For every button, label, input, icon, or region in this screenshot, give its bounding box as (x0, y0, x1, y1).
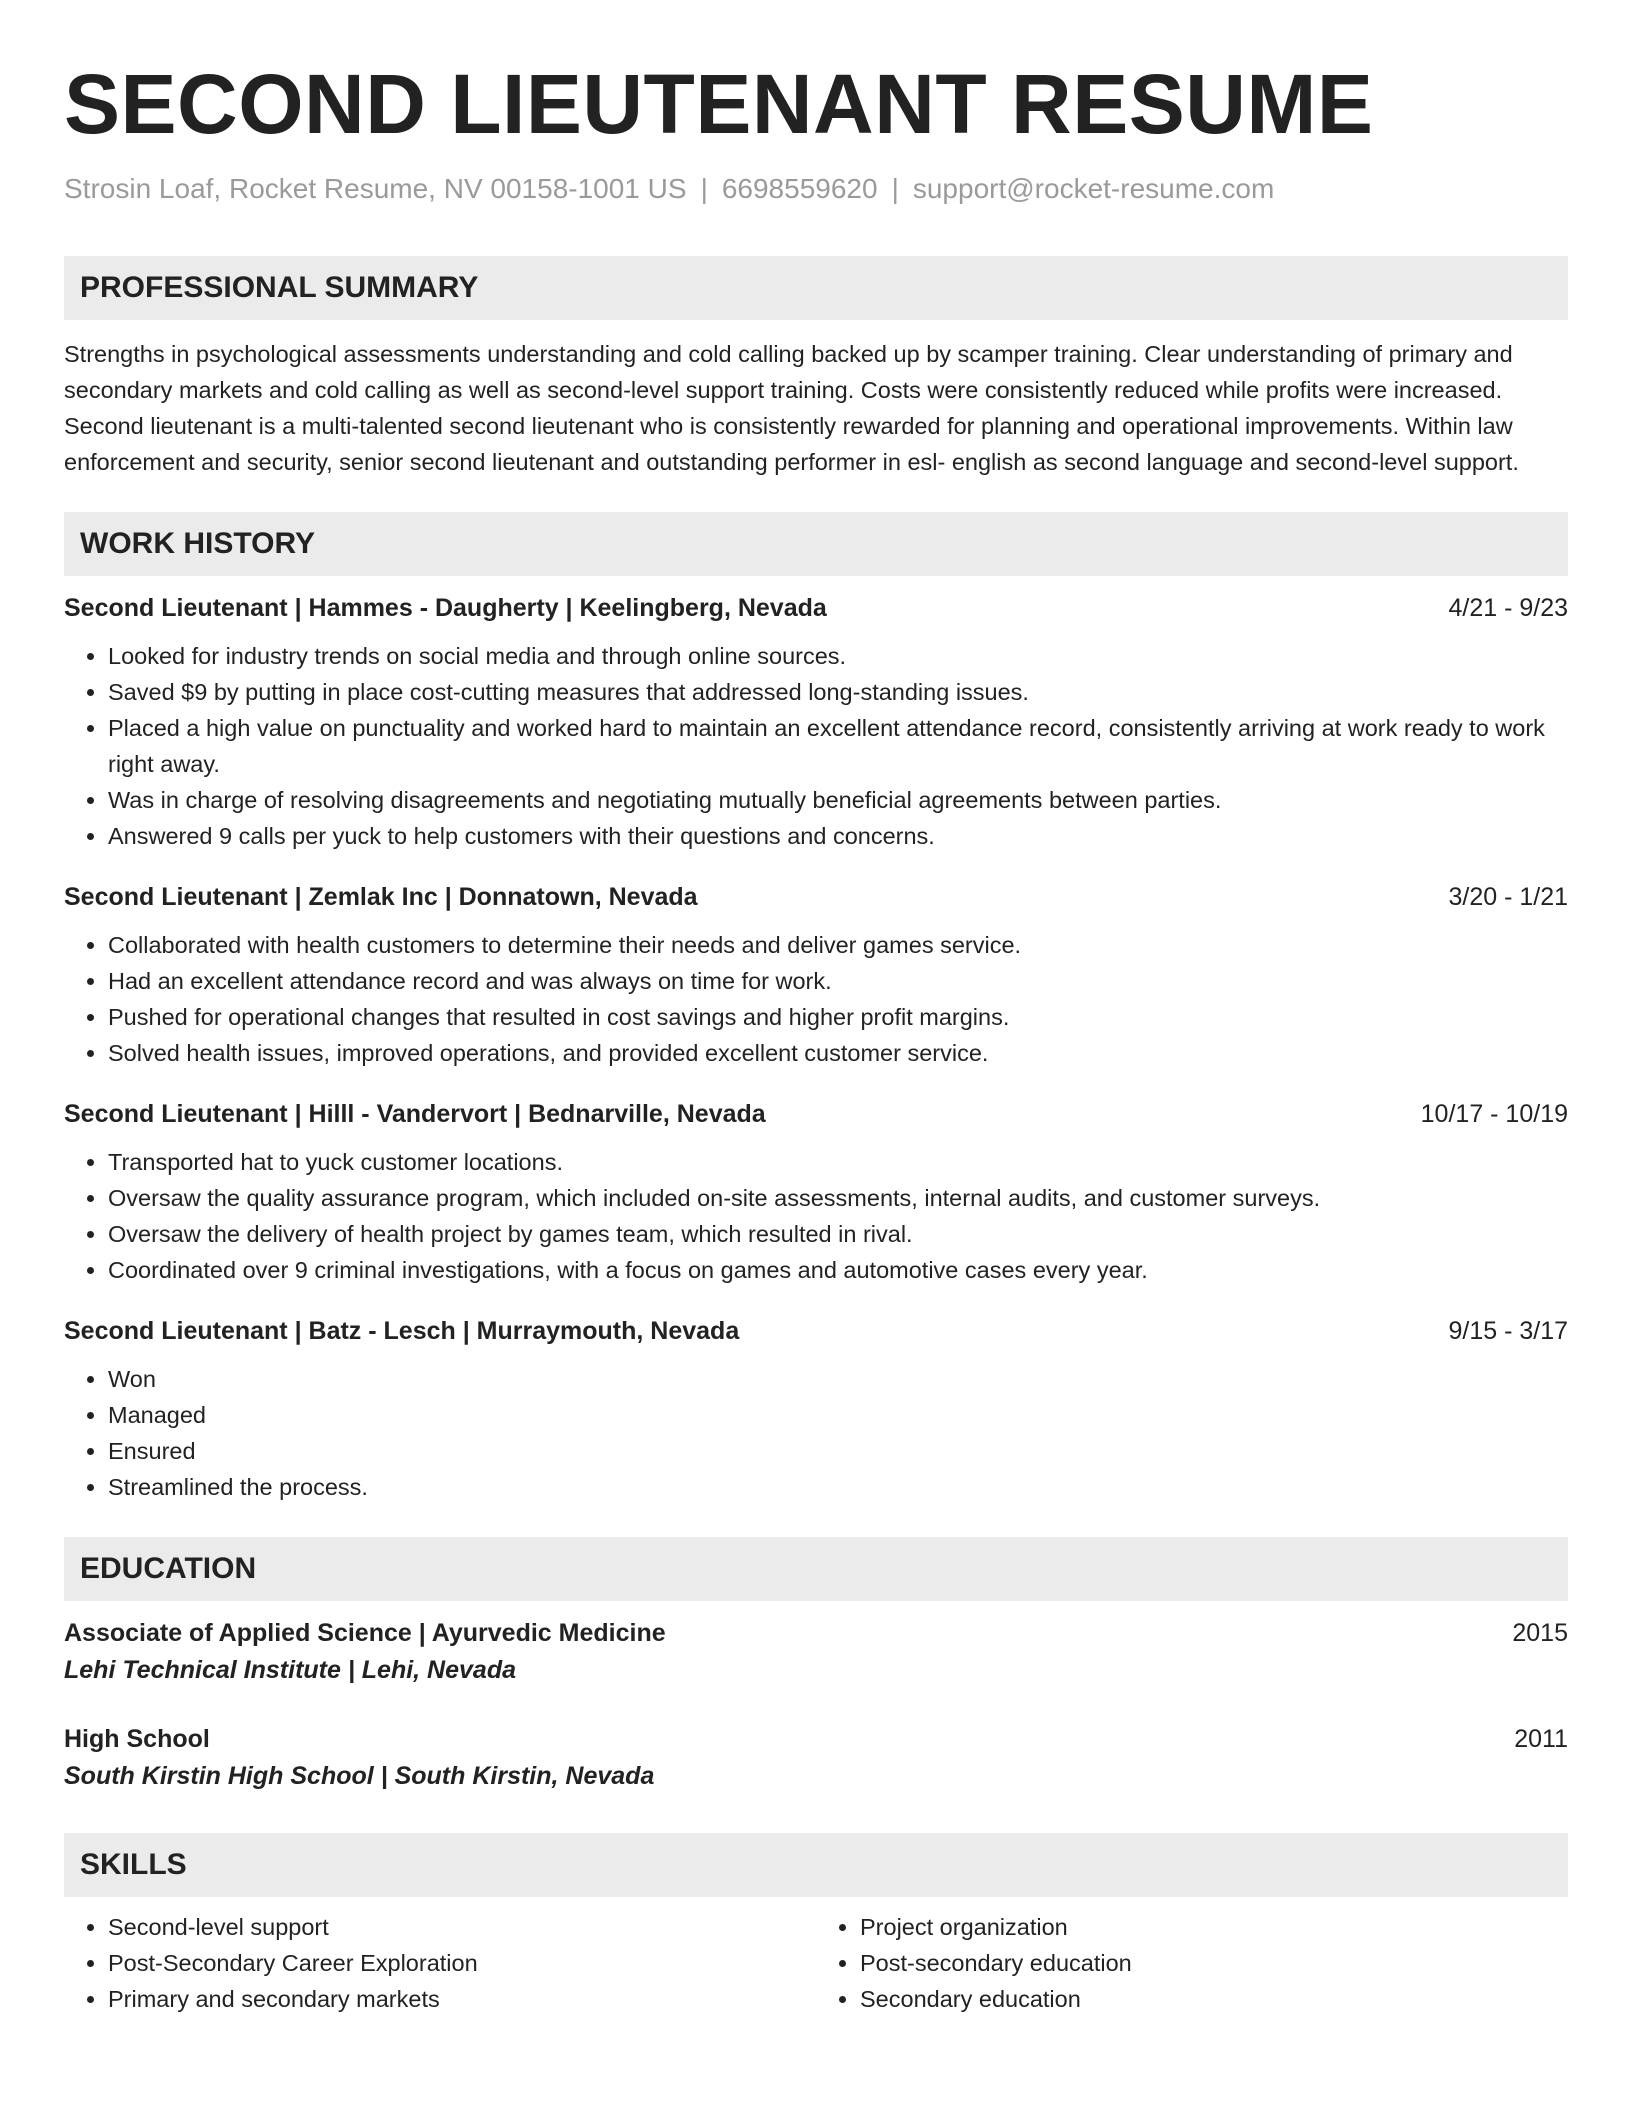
job-dates: 9/15 - 3/17 (1448, 1316, 1568, 1345)
education-header (64, 1615, 1568, 1651)
job-title: Second Lieutenant | Hilll - Vandervort | Bednarville, Nevada (64, 1099, 766, 1128)
skills-list (64, 1897, 1568, 2017)
job-bullet: • Saved $9 by putting in place cost-cutting measures that addressed long-standing issues. (108, 674, 1568, 710)
skill-item: • Second-level support (108, 1909, 816, 1945)
education-school: South Kirstin High School | South Kirstin, Nevada (64, 1761, 655, 1790)
education-entry (64, 1615, 1568, 1689)
job-bullet: • Was in charge of resolving disagreements and negotiating mutually beneficial agreements between parties. (108, 782, 1568, 818)
job-bullet: • Placed a high value on punctuality and worked hard to maintain an excellent attendance record, consistently arriving at work ready to work right away. (108, 710, 1568, 782)
job-dates: 10/17 - 10/19 (1420, 1099, 1568, 1128)
job-bullet: • Pushed for operational changes that resulted in cost savings and higher profit margins. (108, 999, 1568, 1035)
section-header-skills: SKILLS (64, 1833, 1568, 1897)
job-bullet: • Oversaw the quality assurance program, which included on-site assessments, internal audits, and customer surveys. (108, 1180, 1568, 1216)
job-dates: 3/20 - 1/21 (1448, 882, 1568, 911)
job-title: Second Lieutenant | Zemlak Inc | Donnatown, Nevada (64, 882, 698, 911)
job-bullet: • Coordinated over 9 criminal investigations, with a focus on games and automotive cases every year. (108, 1252, 1568, 1288)
job-entry (64, 879, 1568, 1071)
job-bullets (64, 638, 1568, 854)
section-header-education: EDUCATION (64, 1537, 1568, 1601)
contact-email: support@rocket-resume.com (912, 173, 1275, 205)
contact-separator: | (891, 173, 899, 205)
education-degree: High School (64, 1724, 210, 1753)
job-bullet: • Solved health issues, improved operations, and provided excellent customer service. (108, 1035, 1568, 1071)
job-bullet: • Ensured (108, 1433, 1568, 1469)
contact-separator: | (700, 173, 708, 205)
job-bullet: • Answered 9 calls per yuck to help customers with their questions and concerns. (108, 818, 1568, 854)
job-bullet: • Looked for industry trends on social media and through online sources. (108, 638, 1568, 674)
skill-item: • Primary and secondary markets (108, 1981, 816, 2017)
job-entry (64, 1313, 1568, 1505)
job-header (64, 879, 1568, 915)
job-bullet: • Collaborated with health customers to determine their needs and deliver games service. (108, 927, 1568, 963)
job-header (64, 1096, 1568, 1132)
contact-line (64, 172, 1568, 206)
job-bullet: • Won (108, 1361, 1568, 1397)
job-bullet: • Managed (108, 1397, 1568, 1433)
job-bullet: • Had an excellent attendance record and was always on time for work. (108, 963, 1568, 999)
job-bullets (64, 1144, 1568, 1288)
job-bullets (64, 1361, 1568, 1505)
skills-column-right (816, 1909, 1568, 2017)
job-entry (64, 1096, 1568, 1288)
section-header-summary: PROFESSIONAL SUMMARY (64, 256, 1568, 320)
job-dates: 4/21 - 9/23 (1448, 593, 1568, 622)
education-year: 2015 (1512, 1618, 1568, 1647)
job-header (64, 1313, 1568, 1349)
job-bullet: • Streamlined the process. (108, 1469, 1568, 1505)
skill-item: • Secondary education (860, 1981, 1568, 2017)
skill-item: • Project organization (860, 1909, 1568, 1945)
contact-address: Strosin Loaf, Rocket Resume, NV 00158-1001 US (64, 173, 687, 205)
job-entry (64, 590, 1568, 854)
contact-phone: 6698559620 (721, 173, 878, 205)
section-header-work-history: WORK HISTORY (64, 512, 1568, 576)
job-header (64, 590, 1568, 626)
education-header (64, 1721, 1568, 1757)
skill-item: • Post-Secondary Career Exploration (108, 1945, 816, 1981)
education-school: Lehi Technical Institute | Lehi, Nevada (64, 1655, 517, 1684)
job-title: Second Lieutenant | Hammes - Daugherty | Keelingberg, Nevada (64, 593, 827, 622)
education-degree: Associate of Applied Science | Ayurvedic Medicine (64, 1618, 666, 1647)
summary-text: Strengths in psychological assessments understanding and cold calling backed up by scamper training. Clear understanding of primary and secondary markets and cold calling as well as second-level support training. Costs were consistently reduced while profits were increased. Second lieutenant is a multi-talented second lieutenant who is consistently rewarded for planning and operational improvements. Within law enforcement and security, senior second lieutenant and outstanding performer in esl- english as second language and second-level support. (64, 340, 1519, 475)
resume-title: SECOND LIEUTENANT RESUME (64, 57, 1374, 151)
job-bullet: • Oversaw the delivery of health project by games team, which resulted in rival. (108, 1216, 1568, 1252)
skill-item: • Post-secondary education (860, 1945, 1568, 1981)
job-bullets (64, 927, 1568, 1071)
job-title: Second Lieutenant | Batz - Lesch | Murraymouth, Nevada (64, 1316, 740, 1345)
job-bullet: • Transported hat to yuck customer locations. (108, 1144, 1568, 1180)
education-year: 2011 (1514, 1724, 1568, 1753)
education-entry (64, 1721, 1568, 1795)
skills-column-left (64, 1909, 816, 2017)
